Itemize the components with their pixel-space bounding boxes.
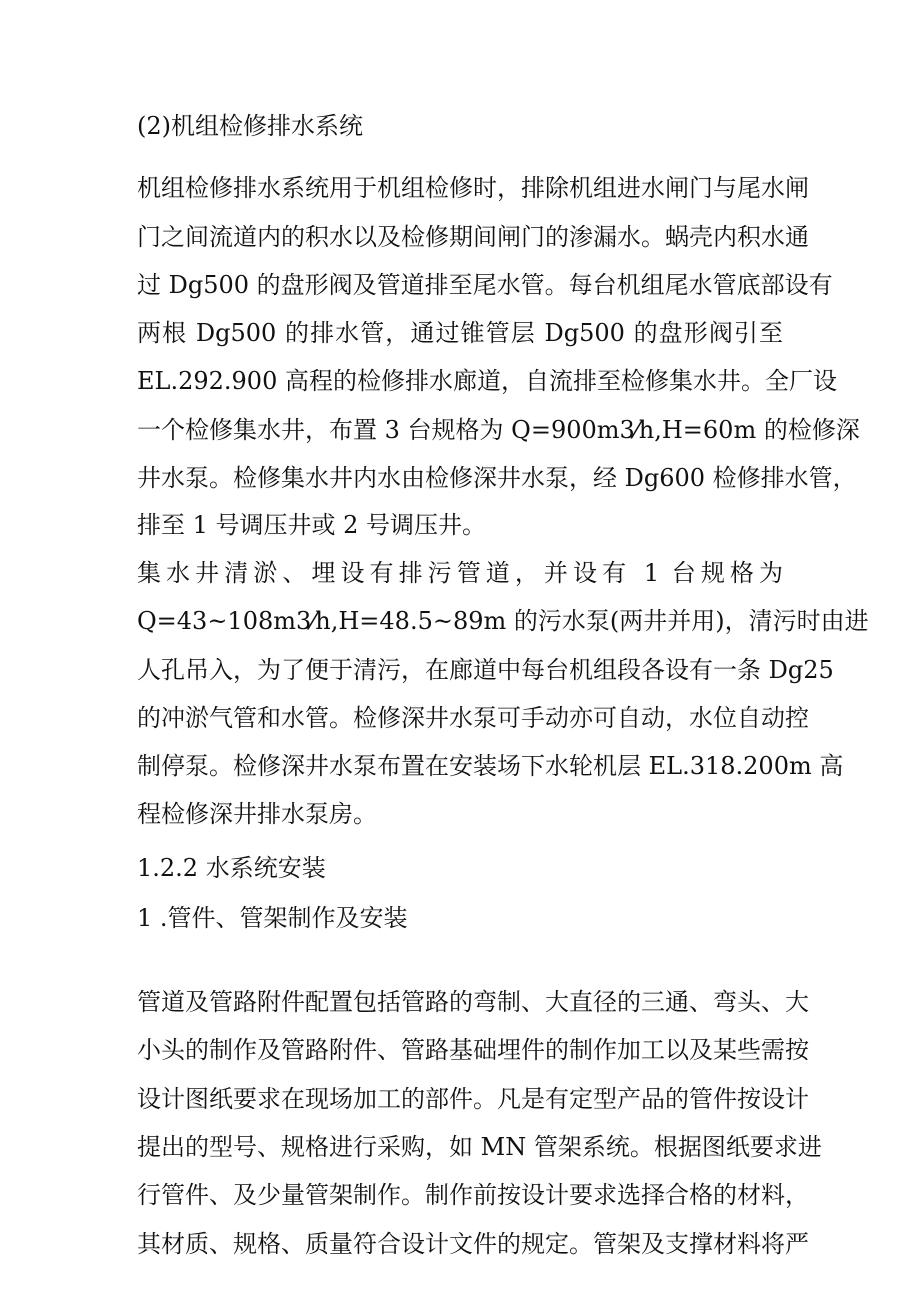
paragraph-line: 的冲淤气管和水管。检修深井水泵可手动亦可自动，水位自动控 bbox=[137, 704, 809, 732]
paragraph-line: 过 Dg500 的盘形阀及管道排至尾水管。每台机组尾水管底部设有 bbox=[137, 271, 833, 299]
paragraph-line: 行管件、及少量管架制作。制作前按设计要求选择合格的材料， bbox=[137, 1181, 809, 1209]
paragraph-line: 两根 Dg500 的排水管，通过锥管层 Dg500 的盘形阀引至 bbox=[137, 319, 783, 347]
section-heading-pipe-fittings: 1 .管件、管架制作及安装 bbox=[137, 904, 408, 932]
paragraph-line: 井水泵。检修集水井内水由检修深井水泵，经 Dg600 检修排水管， bbox=[137, 464, 857, 492]
section-heading-drainage: (2)机组检修排水系统 bbox=[137, 112, 363, 140]
paragraph-line: 制停泵。检修深井水泵布置在安装场下水轮机层 EL.318.200m 高 bbox=[137, 752, 844, 780]
paragraph-line: 小头的制作及管路附件、管路基础埋件的制作加工以及某些需按 bbox=[137, 1036, 809, 1064]
paragraph-line: 机组检修排水系统用于机组检修时，排除机组进水闸门与尾水闸 bbox=[137, 174, 809, 202]
paragraph-line: 程检修深井排水泵房。 bbox=[137, 800, 377, 828]
paragraph-line: 其材质、规格、质量符合设计文件的规定。管架及支撑材料将严 bbox=[137, 1230, 809, 1258]
paragraph-line: EL.292.900 高程的检修排水廊道，自流排至检修集水井。全厂设 bbox=[137, 367, 837, 395]
paragraph-line: 一个检修集水井，布置 3 台规格为 Q=900m3⁄h,H=60m 的检修深 bbox=[137, 416, 860, 444]
paragraph-line: 管道及管路附件配置包括管路的弯制、大直径的三通、弯头、大 bbox=[137, 988, 809, 1016]
paragraph-line: 排至 1 号调压井或 2 号调压井。 bbox=[137, 511, 487, 539]
paragraph-line: 门之间流道内的积水以及检修期间闸门的渗漏水。蜗壳内积水通 bbox=[137, 223, 809, 251]
paragraph-line: 人孔吊入，为了便于清污，在廊道中每台机组段各设有一条 Dg25 bbox=[137, 656, 834, 684]
paragraph-line: 提出的型号、规格进行采购，如 MN 管架系统。根据图纸要求进 bbox=[137, 1133, 822, 1161]
paragraph-line: 设计图纸要求在现场加工的部件。凡是有定型产品的管件按设计 bbox=[137, 1085, 809, 1113]
paragraph-line: Q=43~108m3⁄h,H=48.5~89m 的污水泵(两井并用)，清污时由进 bbox=[137, 607, 869, 635]
section-heading-water-system: 1.2.2 水系统安装 bbox=[137, 854, 326, 882]
paragraph-line: 集水井清淤、埋设有排污管道，并设有 1 台规格为 bbox=[137, 559, 783, 587]
